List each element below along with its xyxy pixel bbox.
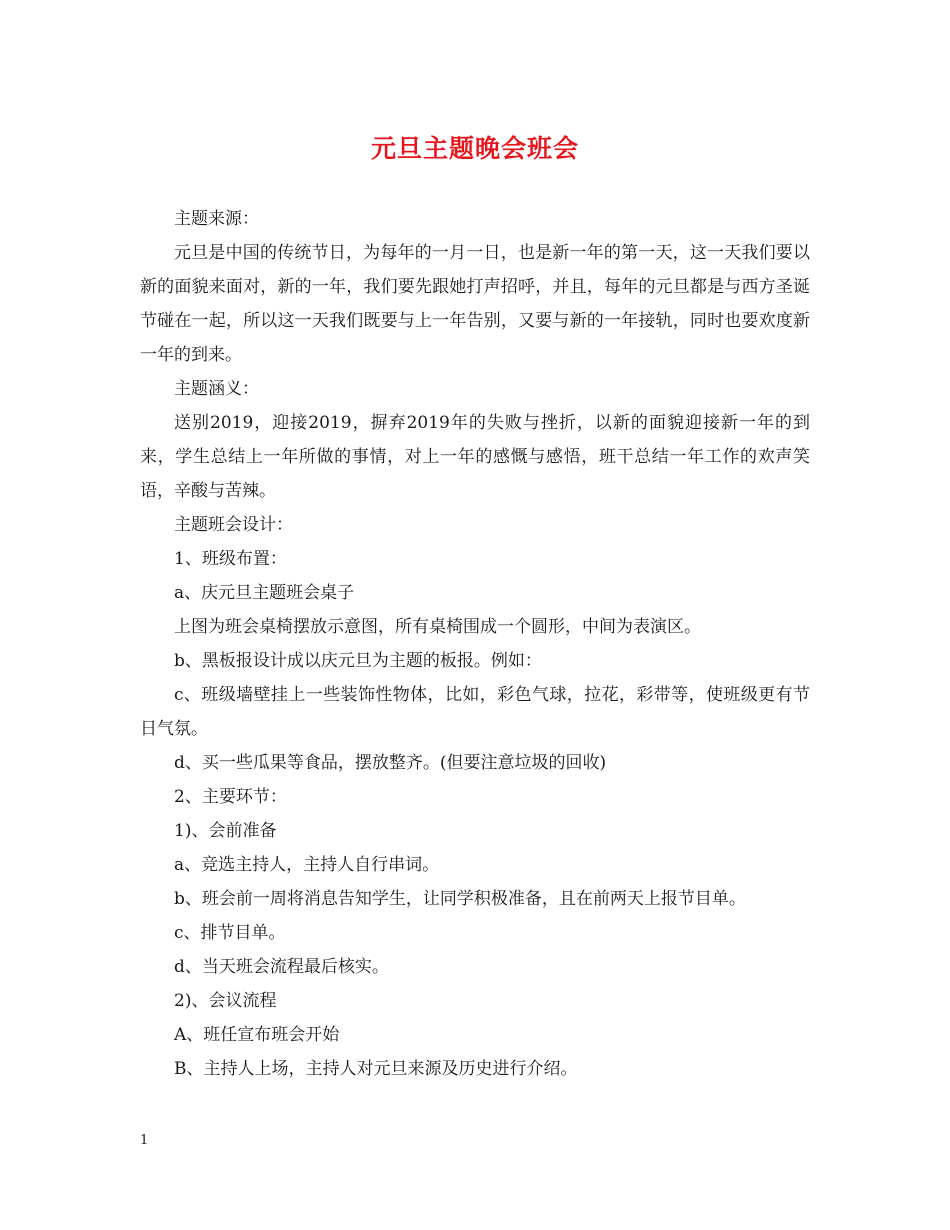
paragraph: A、班任宣布班会开始: [174, 1025, 340, 1045]
paragraph: c、班级墙壁挂上一些装饰性物体，比如，彩色气球，拉花，彩带等，使班级更有节日气氛。: [140, 685, 810, 739]
paragraph: 主题班会设计：: [174, 515, 293, 535]
paragraph: 主题涵义：: [174, 379, 259, 399]
paragraph: 1、班级布置：: [174, 549, 287, 569]
paragraph: B、主持人上场，主持人对元旦来源及历史进行介绍。: [174, 1059, 578, 1079]
paragraph: b、黑板报设计成以庆元旦为主题的板报。例如：: [174, 651, 542, 671]
document-body: [140, 202, 810, 1086]
paragraph: c、排节目单。: [174, 923, 286, 943]
paragraph: a、庆元旦主题班会桌子: [174, 583, 355, 603]
page-number: 1: [140, 1133, 149, 1148]
paragraph: 1)、会前准备: [174, 821, 277, 841]
paragraph: d、当天班会流程最后核实。: [174, 957, 389, 977]
paragraph: 元旦是中国的传统节日，为每年的一月一日，也是新一年的第一天，这一天我们要以新的面貌来面对，新的一年，我们要先跟她打声招呼，并且，每年的元旦都是与西方圣诞节碰在一起，所以这一天我们既要与上一年告别，又要与新的一年接轨，同时也要欢度新一年的到来。: [140, 243, 810, 365]
paragraph: 送别2019，迎接2019，摒弃2019年的失败与挫折，以新的面貌迎接新一年的到来，学生总结上一年所做的事情，对上一年的感慨与感悟，班干总结一年工作的欢声笑语，辛酸与苦辣。: [140, 413, 810, 501]
document-title: 元旦主题晚会班会: [370, 134, 579, 163]
paragraph: 主题来源：: [174, 209, 259, 229]
paragraph: 上图为班会桌椅摆放示意图，所有桌椅围成一个圆形，中间为表演区。: [174, 617, 701, 637]
paragraph: 2)、会议流程: [174, 991, 277, 1011]
paragraph: d、买一些瓜果等食品，摆放整齐。(但要注意垃圾的回收): [174, 753, 607, 773]
paragraph: 2、主要环节：: [174, 787, 287, 807]
paragraph: a、竞选主持人，主持人自行串词。: [174, 855, 440, 875]
paragraph: b、班会前一周将消息告知学生，让同学积极准备，且在前两天上报节目单。: [174, 889, 746, 909]
